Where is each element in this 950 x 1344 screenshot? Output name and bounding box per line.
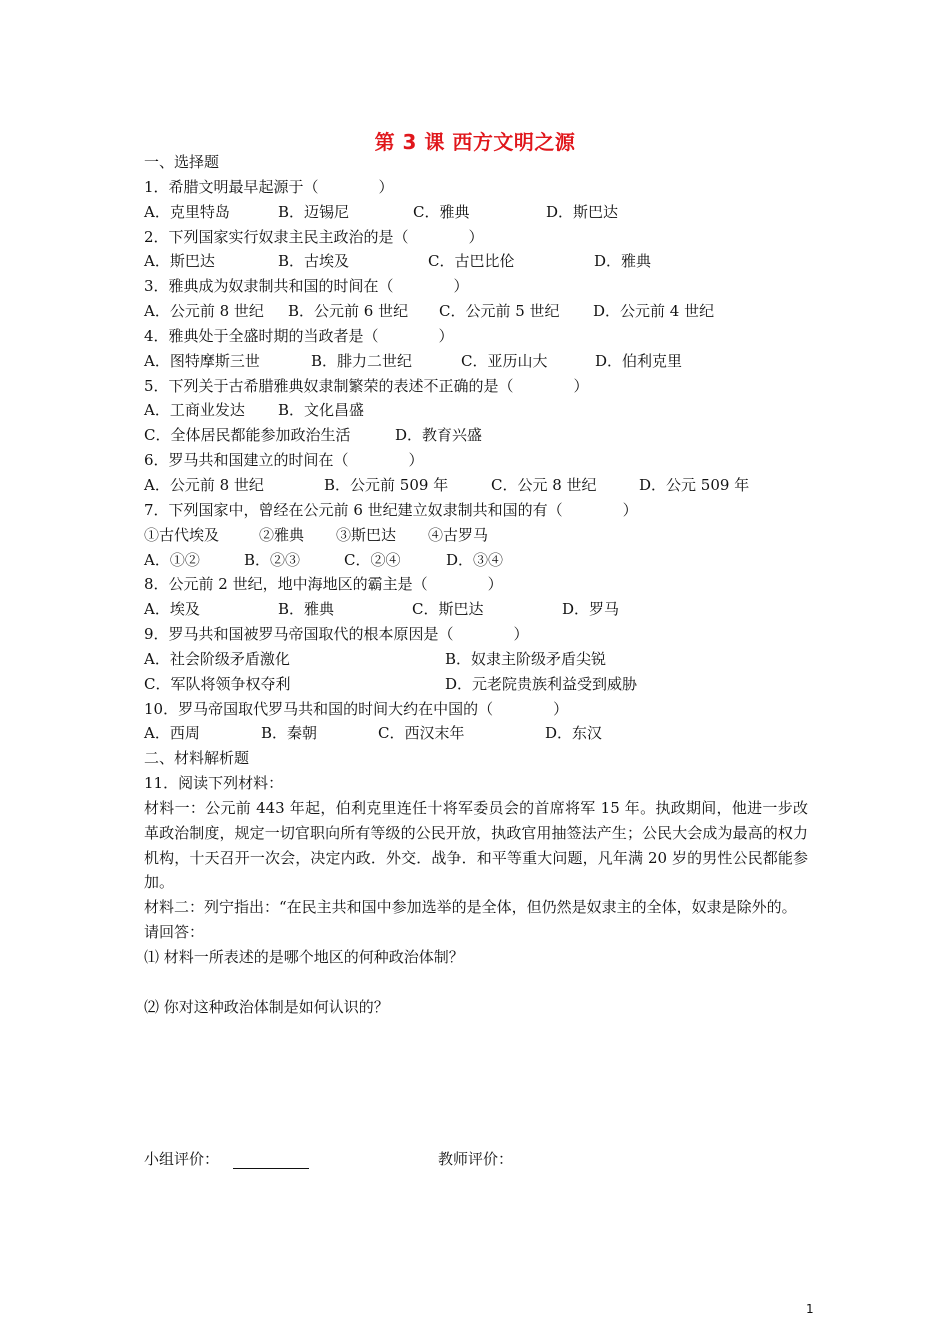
answer-space — [144, 970, 808, 995]
question-2-stem: 2．下列国家实行奴隶主民主政治的是（ ） — [144, 227, 484, 246]
question-7-stem: 7．下列国家中，曾经在公元前 6 世纪建立奴隶制共和国的有（ ） — [144, 500, 638, 519]
option-c: C．公元 8 世纪 — [491, 475, 597, 494]
option-b: B．腓力二世纪 — [311, 351, 413, 370]
option-d: D．罗马 — [562, 600, 620, 619]
option-a: A．西周 — [144, 724, 200, 743]
question-10-options — [144, 721, 808, 746]
group-evaluation — [144, 1148, 309, 1169]
question-9-options-row1 — [144, 647, 808, 672]
question-6-stem: 6．罗马共和国建立的时间在（ ） — [144, 451, 424, 470]
question-6-options — [144, 473, 808, 498]
question-5-stem: 5．下列关于古希腊雅典奴隶制繁荣的表述不正确的是（ ） — [144, 376, 589, 395]
question-3-stem: 3．雅典成为奴隶制共和国的时间在（ ） — [144, 277, 469, 296]
page-number: 1 — [806, 1302, 814, 1316]
option-d: D．公元 509 年 — [639, 475, 750, 494]
option-c: C．西汉末年 — [378, 724, 465, 743]
question-11-stem: 11．阅读下列材料： — [144, 774, 284, 793]
option-c: C．公元前 5 世纪 — [439, 302, 560, 321]
question-1-options — [144, 200, 808, 225]
section-heading-material: 二、材料解析题 — [144, 749, 250, 768]
option-d: D．东汉 — [545, 724, 603, 743]
group-evaluation-label: 小组评价： — [144, 1150, 220, 1168]
group-evaluation-blank[interactable] — [233, 1150, 309, 1169]
option-b: B．奴隶主阶级矛盾尖锐 — [445, 649, 607, 668]
option-d: D．③④ — [446, 550, 504, 569]
option-b: B．迈锡尼 — [278, 202, 350, 221]
option-c: C．雅典 — [413, 202, 470, 221]
option-b: B．公元前 509 年 — [324, 475, 449, 494]
option-a: A．斯巴达 — [144, 252, 215, 271]
teacher-evaluation — [438, 1148, 513, 1169]
option-a: A．图特摩斯三世 — [144, 351, 260, 370]
page-title: 第 3 课 西方文明之源 — [374, 130, 576, 154]
question-9-options-row2 — [144, 672, 808, 697]
item-1: ①古代埃及 — [144, 525, 220, 544]
question-1-stem: 1．希腊文明最早起源于（ ） — [144, 177, 394, 196]
option-b: B．文化昌盛 — [278, 401, 365, 420]
option-d: D．伯利克里 — [595, 351, 683, 370]
option-a: A．社会阶级矛盾激化 — [144, 649, 290, 668]
option-d: D．教育兴盛 — [395, 426, 483, 445]
option-c: C．斯巴达 — [412, 600, 484, 619]
teacher-evaluation-label: 教师评价： — [438, 1150, 514, 1168]
question-5-options-row1 — [144, 398, 808, 423]
option-b: B．雅典 — [278, 600, 335, 619]
answer-prompt: 请回答： — [144, 923, 205, 942]
item-4: ④古罗马 — [428, 525, 489, 544]
option-a: A．克里特岛 — [144, 202, 230, 221]
question-8-options — [144, 597, 808, 622]
option-a: A．公元前 8 世纪 — [144, 475, 264, 494]
question-2-options — [144, 249, 808, 274]
item-3: ③斯巴达 — [336, 525, 397, 544]
option-d: D．元老院贵族利益受到威胁 — [445, 674, 638, 693]
question-7-items — [144, 523, 808, 548]
section-heading-choice: 一、选择题 — [144, 153, 220, 171]
option-d: D．公元前 4 世纪 — [593, 302, 715, 321]
sub-question-2: ⑵ 你对这种政治体制是如何认识的？ — [144, 997, 389, 1016]
option-a: A．公元前 8 世纪 — [144, 302, 264, 321]
sub-question-1: ⑴ 材料一所表述的是哪个地区的何种政治体制？ — [144, 948, 464, 966]
option-b: B．公元前 6 世纪 — [288, 302, 409, 321]
question-3-options — [144, 299, 808, 324]
material-2: 材料二：列宁指出：“在民主共和国中参加选举的是全体，但仍然是奴隶主的全体，奴隶是除外的。 — [144, 898, 797, 917]
material-1: 材料一：公元前 443 年起，伯利克里连任十将军委员会的首席将军 15 年。执政期间，他进一步改革政治制度，规定一切官职向所有等级的公民开放，执政官用抽签法产生；公民大会成为最高的权力机构，十天召开一次会，决定内政．外交．战争．和平等重大问题，凡年满 20 岁的男性公民都能参加。 — [144, 798, 808, 892]
question-10-stem: 10．罗马帝国取代罗马共和国的时间大约在中国的（ ） — [144, 699, 569, 718]
option-a: A．工商业发达 — [144, 401, 245, 420]
question-5-options-row2 — [144, 423, 808, 448]
evaluation-row — [144, 1148, 808, 1172]
question-7-options — [144, 548, 808, 573]
option-c: C．亚历山大 — [461, 351, 548, 370]
option-c: C．全体居民都能参加政治生活 — [144, 426, 351, 445]
question-8-stem: 8．公元前 2 世纪，地中海地区的霸主是（ ） — [144, 575, 503, 594]
question-4-options — [144, 349, 808, 374]
option-c: C．古巴比伦 — [428, 252, 515, 271]
question-9-stem: 9．罗马共和国被罗马帝国取代的根本原因是（ ） — [144, 625, 529, 644]
option-b: B．秦朝 — [261, 724, 318, 743]
option-d: D．斯巴达 — [546, 202, 619, 221]
option-a: A．埃及 — [144, 600, 200, 619]
option-a: A．①② — [144, 550, 200, 569]
exercise-content — [144, 150, 808, 1020]
option-c: C．军队将领争权夺利 — [144, 674, 291, 693]
option-c: C．②④ — [344, 550, 401, 569]
option-b: B．②③ — [244, 550, 301, 569]
item-2: ②雅典 — [259, 525, 305, 544]
option-b: B．古埃及 — [278, 252, 350, 271]
question-4-stem: 4．雅典处于全盛时期的当政者是（ ） — [144, 326, 454, 345]
option-d: D．雅典 — [594, 252, 652, 271]
